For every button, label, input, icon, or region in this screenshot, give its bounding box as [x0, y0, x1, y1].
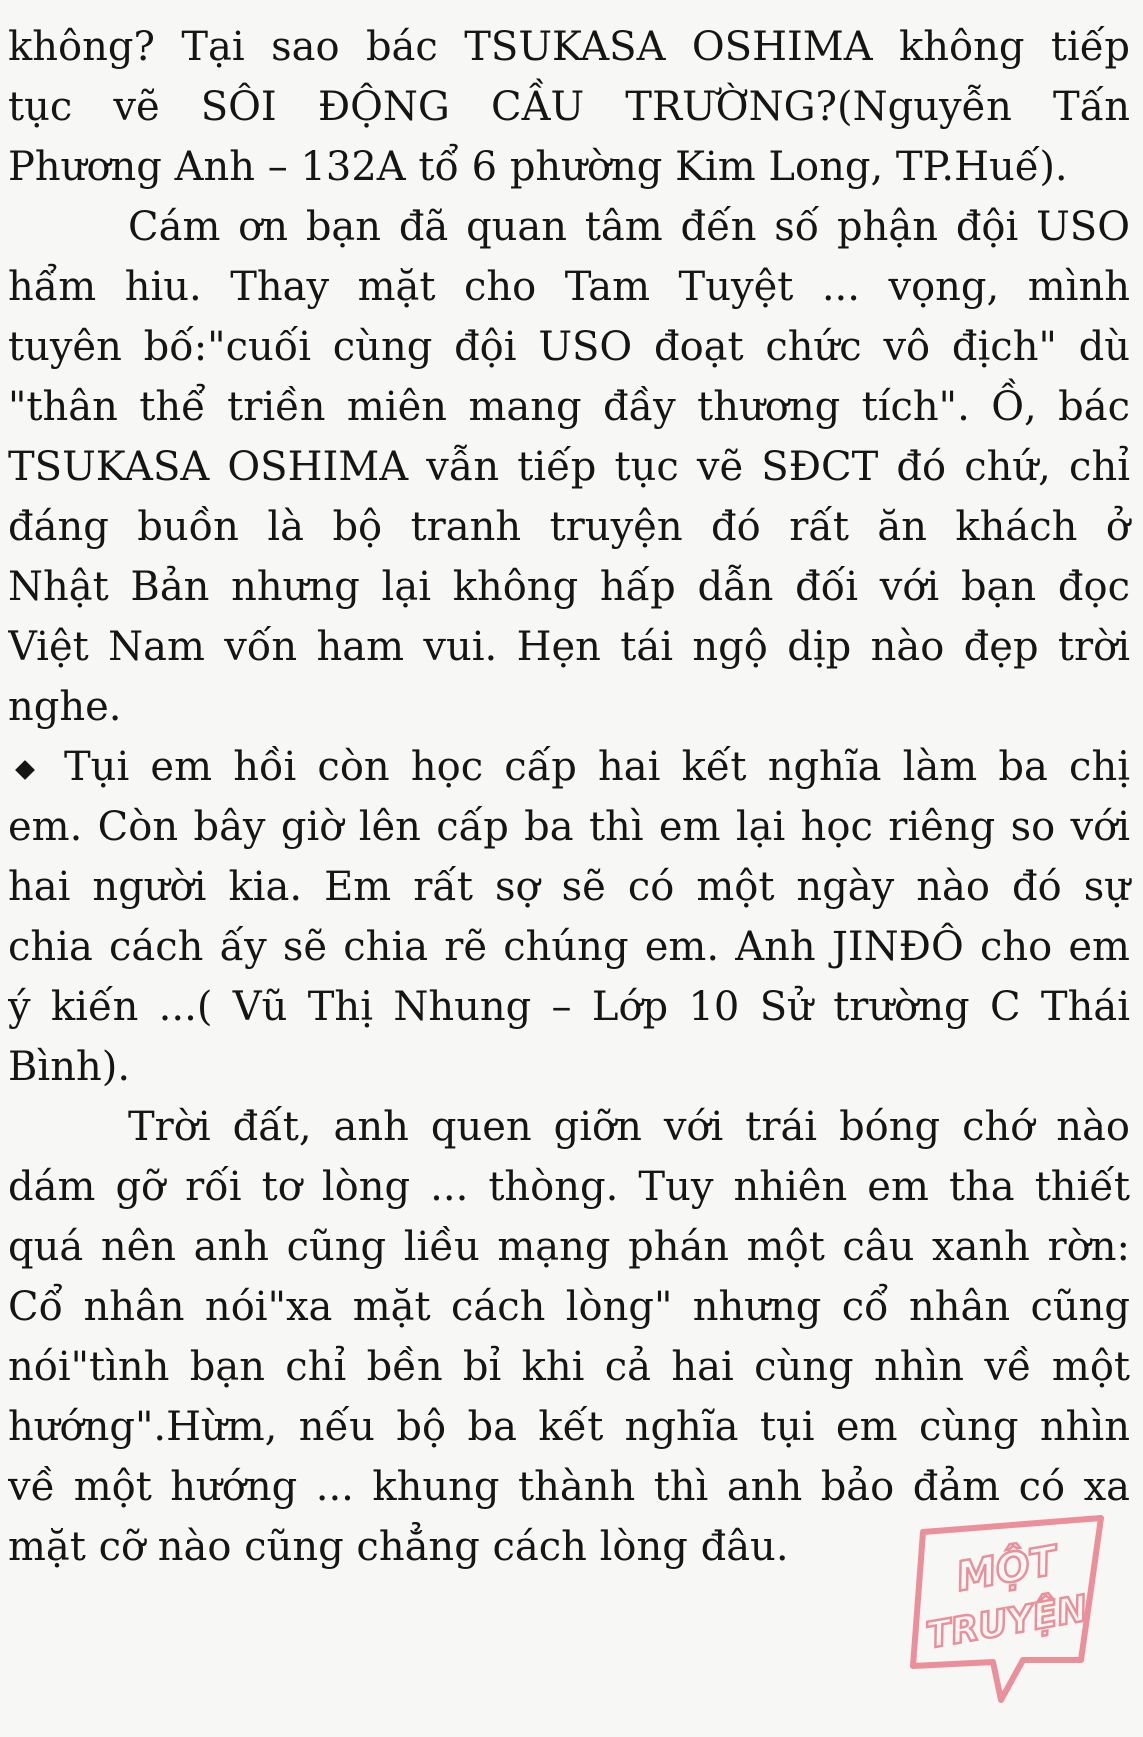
- text-line: Nhật Bản nhưng lại không hấp dẫn đối với bạn đọc: [8, 564, 1130, 610]
- watermark-text-2: TRUYỆN: [923, 1588, 1091, 1657]
- text-line: Phương Anh – 132A tổ 6 phường Kim Long, TP.Huế).: [8, 144, 1068, 190]
- text-line: hẩm hiu. Thay mặt cho Tam Tuyệt ... vọng, mình: [8, 264, 1130, 310]
- text-line: nói"tình bạn chỉ bền bỉ khi cả hai cùng nhìn về một: [8, 1344, 1130, 1390]
- text-line: về một hướng ... khung thành thì anh bảo đảm có xa: [8, 1464, 1130, 1510]
- text-span: Tụi em hồi còn học cấp hai kết nghĩa làm ba chị: [64, 744, 1130, 790]
- text-line: mặt cỡ nào cũng chẳng cách lòng đâu.: [8, 1524, 789, 1570]
- text-line: em. Còn bây giờ lên cấp ba thì em lại học riêng so với: [8, 804, 1130, 850]
- text-line: không? Tại sao bác TSUKASA OSHIMA không tiếp: [8, 24, 1130, 70]
- text-line: nghe.: [8, 684, 122, 730]
- book-page: [8, 0, 1132, 1737]
- text-line: quá nên anh cũng liều mạng phán một câu xanh rờn:: [8, 1224, 1130, 1270]
- text-line: đáng buồn là bộ tranh truyện đó rất ăn khách ở: [8, 504, 1130, 550]
- bullet-line: [8, 734, 1130, 800]
- text-line: hướng".Hừm, nếu bộ ba kết nghĩa tụi em cùng nhìn: [8, 1404, 1130, 1450]
- text-line: TSUKASA OSHIMA vẫn tiếp tục vẽ SĐCT đó chứ, chỉ: [8, 444, 1130, 490]
- text-line: Việt Nam vốn ham vui. Hẹn tái ngộ dịp nào đẹp trời: [8, 624, 1130, 670]
- text-line: Trời đất, anh quen giỡn với trái bóng chớ nào: [128, 1104, 1130, 1150]
- text-line: hai người kia. Em rất sợ sẽ có một ngày nào đó sự: [8, 864, 1130, 910]
- watermark-text-1: MỘT: [952, 1537, 1061, 1601]
- text-line: "thân thể triền miên mang đầy thương tích". Ồ, bác: [8, 384, 1130, 430]
- text-line: dám gỡ rối tơ lòng ... thòng. Tuy nhiên em tha thiết: [8, 1164, 1130, 1210]
- text-line: chia cách ấy sẽ chia rẽ chúng em. Anh JINĐÔ cho em: [8, 924, 1130, 970]
- text-line: Bình).: [8, 1044, 131, 1090]
- diamond-bullet-icon: [15, 760, 35, 780]
- text-line: ý kiến ...( Vũ Thị Nhung – Lớp 10 Sử trường C Thái: [8, 984, 1130, 1030]
- text-line: tục vẽ SÔI ĐỘNG CẦU TRƯỜNG?(Nguyễn Tấn: [8, 84, 1130, 130]
- text-line: tuyên bố:"cuối cùng đội USO đoạt chức vô địch" dù: [8, 324, 1130, 370]
- text-line: Cổ nhân nói"xa mặt cách lòng" nhưng cổ nhân cũng: [8, 1284, 1130, 1330]
- text-line: Cám ơn bạn đã quan tâm đến số phận đội USO: [128, 204, 1130, 250]
